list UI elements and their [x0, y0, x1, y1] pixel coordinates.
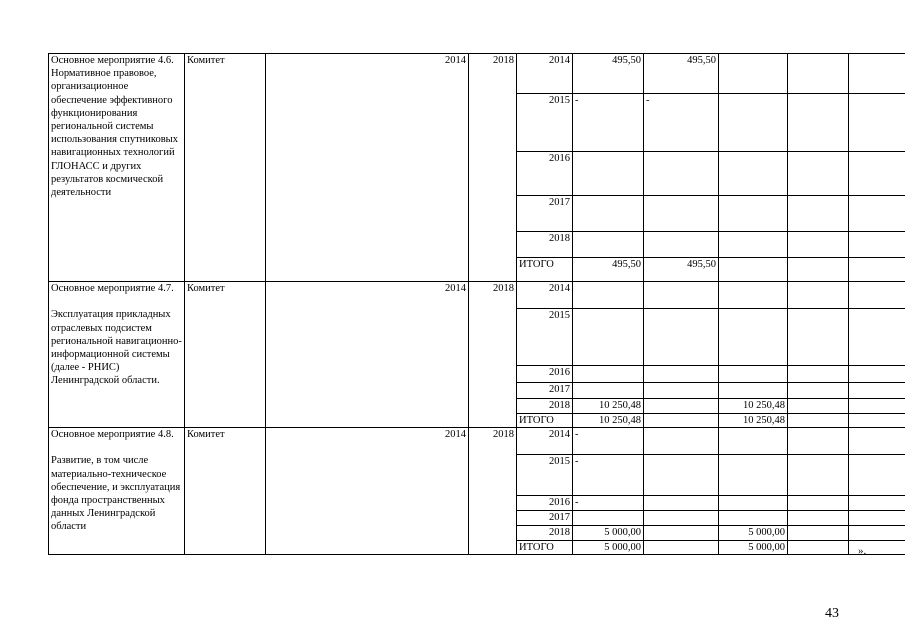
start-year-cell: 2014 — [266, 428, 469, 555]
total-cell: - — [573, 455, 644, 496]
other-sources-cell — [849, 383, 905, 399]
year-cell: 2015 — [517, 455, 573, 496]
local-budget-cell — [788, 258, 849, 282]
regional-budget-cell: 5 000,00 — [719, 526, 788, 541]
year-cell: 2017 — [517, 383, 573, 399]
regional-budget-cell: 10 250,48 — [719, 399, 788, 414]
year-cell: 2016 — [517, 366, 573, 383]
local-budget-cell — [788, 309, 849, 366]
year-cell: 2016 — [517, 152, 573, 196]
other-sources-cell — [849, 282, 905, 309]
federal-budget-cell — [644, 366, 719, 383]
local-budget-cell — [788, 94, 849, 152]
local-budget-cell — [788, 54, 849, 94]
local-budget-cell — [788, 455, 849, 496]
other-sources-cell — [849, 94, 905, 152]
local-budget-cell — [788, 152, 849, 196]
other-sources-cell — [849, 511, 905, 526]
year-cell: 2014 — [517, 282, 573, 309]
regional-budget-cell — [719, 54, 788, 94]
local-budget-cell — [788, 196, 849, 232]
total-cell: 5 000,00 — [573, 526, 644, 541]
federal-budget-cell — [644, 511, 719, 526]
total-cell — [573, 196, 644, 232]
other-sources-cell — [849, 196, 905, 232]
local-budget-cell — [788, 366, 849, 383]
regional-budget-cell — [719, 232, 788, 258]
end-year-cell: 2018 — [469, 282, 517, 428]
activity-name-cell: Основное мероприятие 4.6. Нормативное правовое, организационное обеспечение эффективного функционирования региональной системы использования спутниковых навигационных технологий ГЛОНАСС и других результатов космической деятельности — [49, 54, 185, 282]
regional-budget-cell — [719, 428, 788, 455]
page-number: 43 — [825, 606, 839, 621]
regional-budget-cell — [719, 511, 788, 526]
local-budget-cell — [788, 383, 849, 399]
year-cell: 2016 — [517, 496, 573, 511]
regional-budget-cell — [719, 94, 788, 152]
total-cell: 495,50 — [573, 258, 644, 282]
other-sources-cell — [849, 152, 905, 196]
regional-budget-cell — [719, 258, 788, 282]
federal-budget-cell — [644, 309, 719, 366]
regional-budget-cell — [719, 496, 788, 511]
federal-budget-cell — [644, 232, 719, 258]
federal-budget-cell — [644, 496, 719, 511]
federal-budget-cell — [644, 455, 719, 496]
federal-budget-cell: 495,50 — [644, 54, 719, 94]
year-cell: 2018 — [517, 399, 573, 414]
local-budget-cell — [788, 232, 849, 258]
year-cell: 2017 — [517, 511, 573, 526]
table-row — [49, 282, 905, 309]
federal-budget-cell — [644, 541, 719, 555]
other-sources-cell — [849, 455, 905, 496]
year-cell: 2015 — [517, 94, 573, 152]
other-sources-cell — [849, 232, 905, 258]
end-year-cell: 2018 — [469, 54, 517, 282]
federal-budget-cell: - — [644, 94, 719, 152]
activity-name-cell: Основное мероприятие 4.8. Развитие, в том числе материально-техническое обеспечение, и эксплуатация фонда пространственных данных Ленинградской области — [49, 428, 185, 555]
regional-budget-cell: 5 000,00 — [719, 541, 788, 555]
federal-budget-cell — [644, 282, 719, 309]
regional-budget-cell — [719, 383, 788, 399]
regional-budget-cell — [719, 309, 788, 366]
federal-budget-cell — [644, 526, 719, 541]
total-label-cell: ИТОГО — [517, 258, 573, 282]
total-cell: 495,50 — [573, 54, 644, 94]
table-row — [49, 54, 905, 94]
regional-budget-cell — [719, 152, 788, 196]
local-budget-cell — [788, 496, 849, 511]
other-sources-cell — [849, 496, 905, 511]
total-cell: 10 250,48 — [573, 399, 644, 414]
year-cell: 2014 — [517, 428, 573, 455]
activity-name-cell: Основное мероприятие 4.7. Эксплуатация прикладных отраслевых подсистем региональной навигационно-информационной системы (далее - РНИС) Ленинградской области. — [49, 282, 185, 428]
regional-budget-cell — [719, 366, 788, 383]
federal-budget-cell — [644, 383, 719, 399]
total-cell: - — [573, 496, 644, 511]
local-budget-cell — [788, 282, 849, 309]
total-cell — [573, 282, 644, 309]
federal-budget-cell — [644, 399, 719, 414]
other-sources-cell — [849, 366, 905, 383]
federal-budget-cell: 495,50 — [644, 258, 719, 282]
other-sources-cell — [849, 414, 905, 428]
other-sources-cell — [849, 309, 905, 366]
total-label-cell: ИТОГО — [517, 414, 573, 428]
other-sources-cell — [849, 526, 905, 541]
local-budget-cell — [788, 541, 849, 555]
other-sources-cell — [849, 258, 905, 282]
total-cell — [573, 152, 644, 196]
local-budget-cell — [788, 511, 849, 526]
year-cell: 2018 — [517, 526, 573, 541]
executor-cell: Комитет — [185, 282, 266, 428]
year-cell: 2018 — [517, 232, 573, 258]
local-budget-cell — [788, 399, 849, 414]
federal-budget-cell — [644, 414, 719, 428]
year-cell: 2015 — [517, 309, 573, 366]
total-label-cell: ИТОГО — [517, 541, 573, 555]
total-cell: - — [573, 428, 644, 455]
total-cell — [573, 366, 644, 383]
regional-budget-cell: 10 250,48 — [719, 414, 788, 428]
other-sources-cell — [849, 54, 905, 94]
other-sources-cell — [849, 541, 905, 555]
regional-budget-cell — [719, 455, 788, 496]
executor-cell: Комитет — [185, 428, 266, 555]
local-budget-cell — [788, 414, 849, 428]
local-budget-cell — [788, 526, 849, 541]
other-sources-cell — [849, 399, 905, 414]
start-year-cell: 2014 — [266, 54, 469, 282]
table-row — [49, 428, 905, 455]
total-cell — [573, 511, 644, 526]
total-cell: 5 000,00 — [573, 541, 644, 555]
federal-budget-cell — [644, 428, 719, 455]
total-cell: - — [573, 94, 644, 152]
local-budget-cell — [788, 428, 849, 455]
start-year-cell: 2014 — [266, 282, 469, 428]
total-cell — [573, 309, 644, 366]
federal-budget-cell — [644, 196, 719, 232]
total-cell — [573, 383, 644, 399]
executor-cell: Комитет — [185, 54, 266, 282]
program-table — [48, 53, 905, 555]
total-cell: 10 250,48 — [573, 414, 644, 428]
other-sources-cell — [849, 428, 905, 455]
regional-budget-cell — [719, 196, 788, 232]
year-cell: 2014 — [517, 54, 573, 94]
end-year-cell: 2018 — [469, 428, 517, 555]
regional-budget-cell — [719, 282, 788, 309]
year-cell: 2017 — [517, 196, 573, 232]
closing-quote: ». — [858, 545, 867, 557]
total-cell — [573, 232, 644, 258]
federal-budget-cell — [644, 152, 719, 196]
